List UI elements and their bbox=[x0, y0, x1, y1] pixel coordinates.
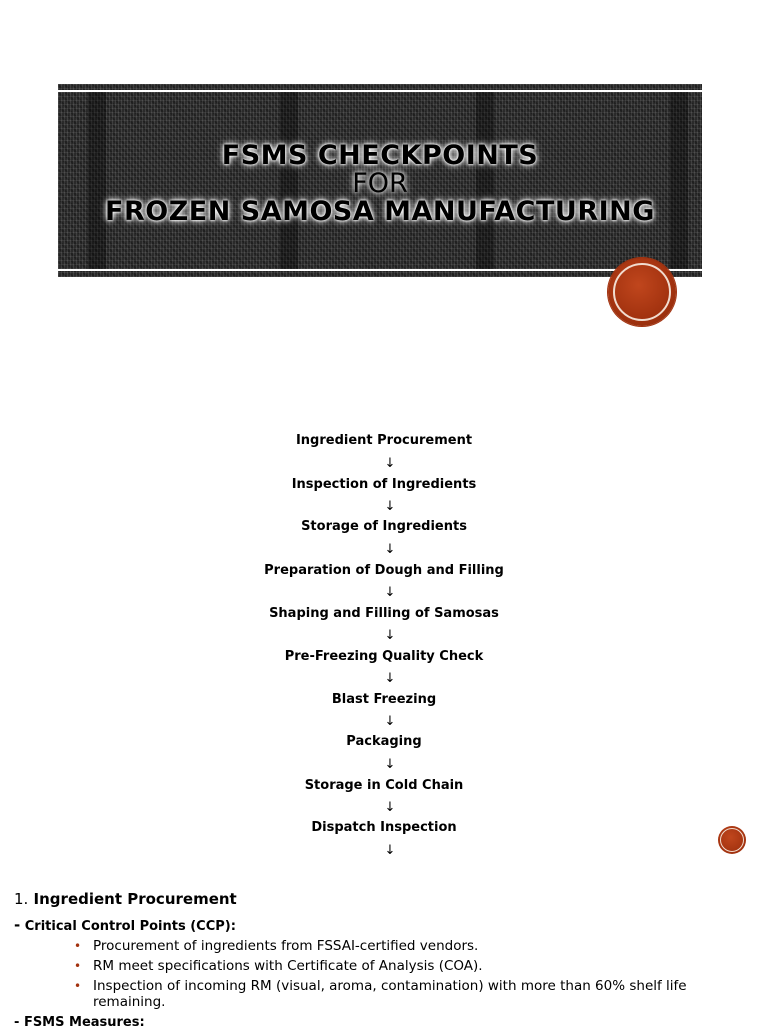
flow-step: Inspection of Ingredients bbox=[291, 477, 477, 492]
flow-step: Shaping and Filling of Samosas bbox=[269, 606, 499, 621]
flow-step: Preparation of Dough and Filling bbox=[264, 563, 504, 578]
flow-step: Dispatch Inspection bbox=[311, 820, 457, 835]
section-number: 1. bbox=[14, 890, 29, 908]
list-item-text: RM meet specifications with Certificate of Analysis (COA). bbox=[93, 958, 483, 974]
title-slide bbox=[0, 0, 768, 345]
bullet-icon: • bbox=[74, 979, 82, 993]
flow-step: Storage of Ingredients bbox=[301, 519, 467, 534]
flow-step: Ingredient Procurement bbox=[295, 433, 473, 448]
title-line-1: FSMS CHECKPOINTS bbox=[221, 140, 539, 171]
bullet-icon: • bbox=[74, 959, 82, 973]
dash-marker: - bbox=[14, 916, 21, 934]
list-item bbox=[74, 938, 733, 954]
banner-stripe-top bbox=[58, 90, 702, 92]
down-arrow-icon: ↓ bbox=[384, 800, 396, 815]
list-item-text: Procurement of ingredients from FSSAI-certified vendors. bbox=[93, 938, 479, 954]
flow-step: Pre-Freezing Quality Check bbox=[284, 649, 484, 664]
down-arrow-icon: ↓ bbox=[384, 542, 396, 557]
down-arrow-icon: ↓ bbox=[384, 757, 396, 772]
down-arrow-icon: ↓ bbox=[384, 456, 396, 471]
banner-stripe-bottom bbox=[58, 269, 702, 271]
measures-subheading bbox=[14, 1014, 754, 1032]
ccp-subheading bbox=[14, 916, 754, 936]
section-heading bbox=[14, 888, 754, 910]
section-title: Ingredient Procurement bbox=[33, 890, 237, 908]
down-arrow-icon: ↓ bbox=[384, 671, 396, 686]
title-banner bbox=[58, 84, 702, 277]
list-item bbox=[74, 958, 733, 974]
list-item bbox=[74, 978, 733, 1010]
flow-step: Packaging bbox=[346, 734, 422, 749]
section-ingredient-procurement bbox=[14, 888, 754, 1032]
bullet-icon: • bbox=[74, 939, 82, 953]
decorative-circle-icon bbox=[718, 826, 746, 854]
decorative-circle-icon bbox=[608, 258, 676, 326]
flow-step: Blast Freezing bbox=[331, 692, 437, 707]
down-arrow-icon: ↓ bbox=[384, 628, 396, 643]
flow-step: Storage in Cold Chain bbox=[304, 778, 464, 793]
down-arrow-icon: ↓ bbox=[384, 714, 396, 729]
list-item-text: Inspection of incoming RM (visual, aroma, contamination) with more than 60% shelf life remaining. bbox=[93, 978, 687, 1010]
title-line-3: FROZEN SAMOSA MANUFACTURING bbox=[105, 196, 655, 227]
down-arrow-icon: ↓ bbox=[384, 843, 396, 858]
slide-title bbox=[58, 142, 702, 226]
ccp-label: Critical Control Points (CCP): bbox=[24, 919, 236, 934]
ccp-list bbox=[14, 938, 754, 1010]
down-arrow-icon: ↓ bbox=[384, 585, 396, 600]
measures-label: FSMS Measures: bbox=[23, 1015, 145, 1030]
title-line-2: FOR bbox=[352, 168, 408, 199]
down-arrow-icon: ↓ bbox=[384, 499, 396, 514]
dash-marker: - bbox=[14, 1015, 20, 1030]
